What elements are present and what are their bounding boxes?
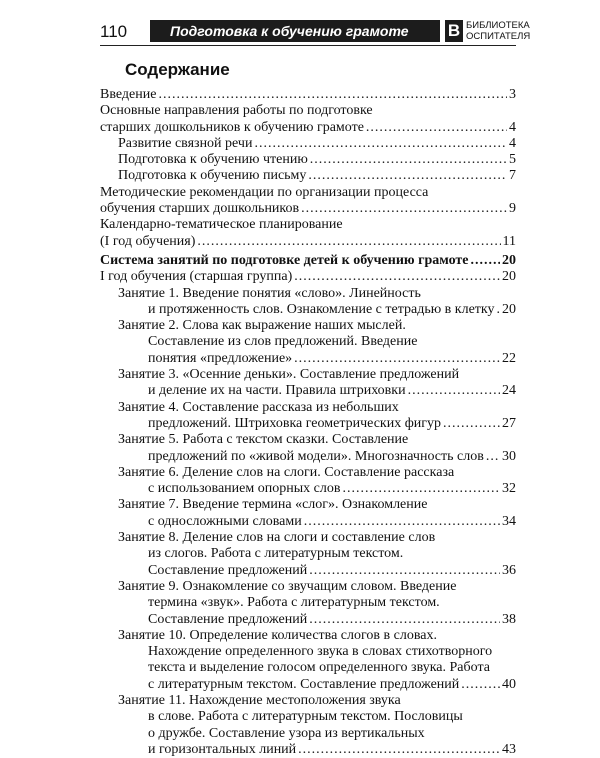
- page-title: Содержание: [125, 60, 230, 79]
- toc-entry[interactable]: [100, 87, 516, 103]
- toc-entry[interactable]: [100, 318, 516, 367]
- leader-dots: [366, 120, 507, 136]
- toc-entry-text: с литературным текстом. Составление предложений: [148, 676, 460, 692]
- toc-page-number: 9: [509, 201, 516, 217]
- leader-dots: [254, 136, 507, 152]
- toc-page-number: 40: [502, 676, 516, 692]
- toc-entry[interactable]: [100, 579, 516, 628]
- toc-entry[interactable]: [100, 269, 516, 285]
- toc-entry-text: в слове. Работа с литературным текстом. Пословицы: [148, 709, 463, 725]
- leader-dots: [342, 481, 500, 497]
- leader-dots: [309, 612, 500, 628]
- toc-page-number: 11: [502, 233, 516, 249]
- leader-dots: [408, 383, 500, 399]
- toc-entry[interactable]: [100, 465, 516, 498]
- leader-dots: [497, 302, 500, 318]
- toc-entry-text: понятия «предложение»: [148, 350, 293, 366]
- toc-entry-text: Занятие 3. «Осенние деньки». Составление предложений: [118, 367, 460, 383]
- toc-page-number: 43: [502, 741, 516, 757]
- toc-page-number: 20: [502, 301, 516, 317]
- toc-entry-text: и деление их на части. Правила штриховки: [148, 383, 406, 399]
- toc-entry-text: Составление предложений: [148, 562, 308, 578]
- series-logo-text: [466, 20, 530, 42]
- leader-dots: [471, 253, 501, 269]
- toc-page-number: 3: [509, 87, 516, 102]
- toc-entry-text: и горизонтальных линий: [148, 741, 297, 757]
- toc-entry[interactable]: [100, 628, 516, 693]
- leader-dots: [310, 152, 507, 168]
- leader-dots: [304, 514, 500, 530]
- running-title: Подготовка к обучению грамоте: [150, 20, 440, 42]
- toc-entry[interactable]: [100, 217, 516, 250]
- toc-entry-text: Занятие 7. Введение термина «слог». Ознакомление: [118, 497, 428, 513]
- toc-entry-text: Занятие 11. Нахождение местоположения звука: [118, 692, 401, 708]
- toc-entry[interactable]: [100, 286, 516, 319]
- toc-entry-text: Составление предложений: [148, 611, 308, 627]
- toc-entry-text: с использованием опорных слов: [148, 481, 341, 497]
- toc-page-number: 36: [502, 562, 516, 578]
- toc-entry[interactable]: [100, 497, 516, 530]
- toc-entry-text: Подготовка к обучению письму: [118, 168, 307, 184]
- leader-dots: [308, 168, 507, 184]
- toc-entry-text: термина «звук». Работа с литературным текстом.: [148, 595, 440, 611]
- series-logo-line1: БИБЛИОТЕКА: [466, 20, 530, 31]
- toc-page-number: 20: [502, 252, 516, 268]
- toc-page-number: 22: [502, 350, 516, 366]
- toc-entry-text: Основные направления работы по подготовке: [100, 103, 373, 119]
- toc-entry-text: Система занятий по подготовке детей к обучению грамоте: [100, 252, 469, 268]
- toc-entry-text: Методические рекомендации по организации процесса: [100, 184, 429, 200]
- toc-entry-text: с односложными словами: [148, 513, 302, 529]
- toc-entry[interactable]: [100, 185, 516, 218]
- toc-entry[interactable]: [100, 136, 516, 152]
- running-header: [100, 20, 531, 46]
- header-rule: [100, 45, 516, 46]
- leader-dots: [294, 351, 500, 367]
- toc-entry-text: Подготовка к обучению чтению: [118, 152, 308, 168]
- toc-entry[interactable]: [100, 693, 516, 758]
- toc-entry[interactable]: [100, 103, 516, 136]
- toc-entry-text: обучения старших дошкольников: [100, 201, 300, 217]
- toc-entry-text: старших дошкольников к обучению грамоте: [100, 119, 364, 135]
- toc-entry-text: Занятие 9. Ознакомление со звучащим словом. Введение: [118, 578, 457, 594]
- toc-entry[interactable]: [100, 152, 516, 168]
- series-logo-letter: В: [445, 20, 463, 42]
- toc-entry[interactable]: [100, 367, 516, 400]
- toc-entry-text: из слогов. Работа с литературным текстом.: [148, 546, 404, 562]
- toc-entry-text: Занятие 1. Введение понятия «слово». Линейность: [118, 285, 421, 301]
- toc-entry-text: Занятие 10. Определение количества слогов в словах.: [118, 627, 437, 643]
- toc-entry[interactable]: [100, 400, 516, 433]
- toc-entry-text: предложений. Штриховка геометрических фигур: [148, 415, 442, 431]
- leader-dots: [461, 677, 500, 693]
- toc-entry-text: Занятие 8. Деление слов на слоги и составление слов: [118, 530, 436, 546]
- toc-entry-text: Развитие связной речи: [118, 135, 253, 151]
- toc-page-number: 5: [509, 152, 516, 168]
- toc-entry-text: (I год обучения): [100, 233, 196, 249]
- page-number: 110: [100, 22, 128, 41]
- toc-page-number: 4: [509, 135, 516, 151]
- toc-entry-text: Занятие 6. Деление слов на слоги. Составление рассказа: [118, 464, 455, 480]
- toc-entry-text: I год обучения (старшая группа): [100, 269, 293, 285]
- leader-dots: [294, 269, 500, 285]
- toc-page-number: 24: [502, 383, 516, 399]
- toc-page-number: 32: [502, 481, 516, 497]
- toc-entry-text: и протяженность слов. Ознакомление с тетрадью в клетку: [148, 301, 495, 317]
- toc-entry-text: Занятие 4. Составление рассказа из небольших: [118, 399, 399, 415]
- toc-page-number: 30: [502, 448, 516, 464]
- leader-dots: [197, 234, 500, 250]
- leader-dots: [158, 87, 507, 103]
- toc-entry-text: о дружбе. Составление узора из вертикальных: [148, 725, 425, 741]
- toc-page-number: 38: [502, 611, 516, 627]
- leader-dots: [486, 449, 500, 465]
- toc-page-number: 27: [502, 415, 516, 431]
- leader-dots: [309, 563, 500, 579]
- toc-entry[interactable]: [100, 530, 516, 579]
- toc-entry-text: текста и выделение голосом определенного звука. Работа: [148, 660, 490, 676]
- table-of-contents: [100, 87, 516, 758]
- toc-entry[interactable]: [100, 168, 516, 184]
- leader-dots: [301, 201, 507, 217]
- toc-page-number: 20: [502, 269, 516, 285]
- toc-entry-text: Введение: [100, 87, 157, 102]
- toc-entry-text: предложений по «живой модели». Многозначность слов: [148, 448, 484, 464]
- toc-entry-text: Занятие 5. Работа с текстом сказки. Составление: [118, 432, 409, 448]
- toc-page-number: 7: [509, 168, 516, 184]
- toc-page-number: 34: [502, 513, 516, 529]
- leader-dots: [443, 416, 500, 432]
- toc-entry-text: Нахождение определенного звука в словах стихотворного: [148, 644, 493, 660]
- toc-entry-text: Занятие 2. Слова как выражение наших мыслей.: [118, 318, 406, 334]
- toc-section-heading[interactable]: [100, 253, 516, 269]
- toc-entry-text: Календарно-тематическое планирование: [100, 217, 343, 233]
- toc-entry[interactable]: [100, 432, 516, 465]
- series-logo-line2: ОСПИТАТЕЛЯ: [466, 31, 531, 42]
- toc-entry-text: Составление из слов предложений. Введение: [148, 334, 418, 350]
- toc-page-number: 4: [509, 119, 516, 135]
